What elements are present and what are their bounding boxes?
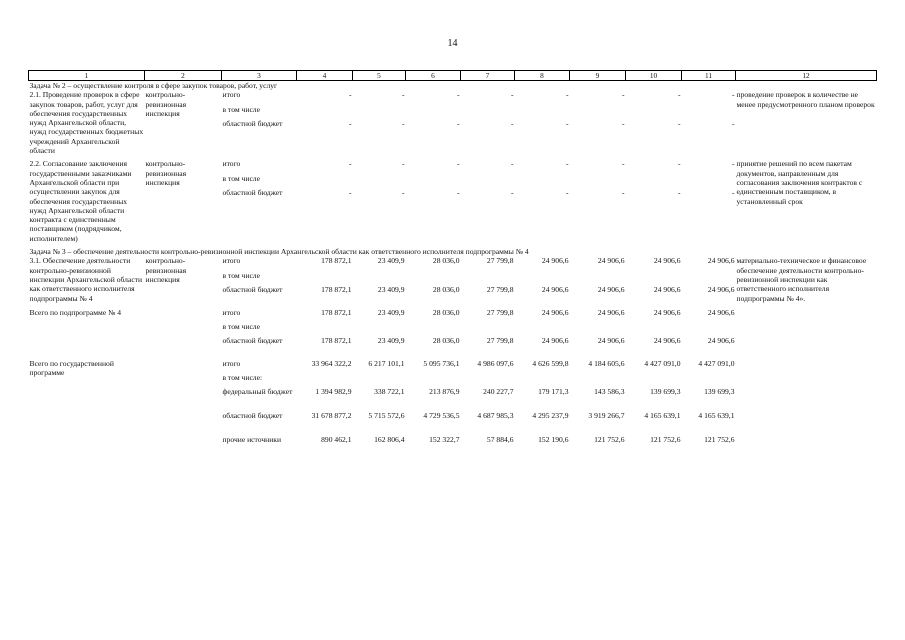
row-result-empty (736, 308, 877, 359)
value-cell: - - (565, 159, 569, 197)
table-row-total-subprogram (29, 308, 877, 359)
value-cell: 4 184 605,6 143 586,3 3 919 266,7 121 752,6 (588, 358, 625, 444)
value-cell: 178 872,1 178 872,1 (321, 256, 352, 294)
row-executor: контрольно-ревизионная инспекция (145, 159, 187, 187)
value-cell: 4 626 599,8 179 171,3 4 295 237,9 152 190,6 (532, 358, 569, 444)
funding-sources: итого в том числе областной бюджет (222, 159, 283, 197)
row-executor: контрольно-ревизионная инспекция (145, 256, 187, 284)
value-cell: 24 906,6 24 906,6 (541, 256, 569, 294)
table-row-3-1 (29, 256, 877, 307)
value-cell: - - (456, 90, 460, 128)
value-cell: 4 427 091,0 139 699,3 4 165 639,1 121 752,6 (644, 358, 681, 444)
table-row-2-1 (29, 90, 877, 159)
value-cell: - - (621, 90, 625, 128)
page-number: 14 (447, 38, 458, 49)
value-cell: 178 872,1 178 872,1 (321, 307, 352, 346)
value-cell: - - (456, 159, 460, 197)
value-cell: 28 036,0 28 036,0 (432, 307, 460, 346)
value-cell: 24 906,6 24 906,6 (541, 307, 569, 346)
value-cell: 24 906,6 24 906,6 (653, 307, 681, 346)
value-cell: 28 036,0 28 036,0 (432, 256, 460, 294)
table-row-2-2 (29, 159, 877, 247)
value-cell: 4 986 097,6 240 227,7 4 687 985,3 57 884,6 (477, 358, 514, 444)
column-number: 11 (682, 71, 736, 81)
value-cell: - - (348, 90, 352, 128)
value-cell: 6 217 101,1 338 722,1 5 715 572,6 162 806,4 (368, 358, 405, 444)
funding-sources: итого в том числе областной бюджет (222, 90, 283, 128)
column-number: 7 (461, 71, 515, 81)
value-cell: 23 409,9 23 409,9 (377, 307, 405, 346)
row-executor: контрольно-ревизионная инспекция (145, 90, 187, 118)
value-cell: 4 427 091,0 139 699,3 4 165 639,1 121 752,6 (698, 358, 735, 444)
value-cell: - - (401, 159, 405, 197)
row-name: 2.2. Согласование заключения государственными заказчиками Архангельской области при осуществлении закупок для обеспечения государственных нужд Архангельской области контракта с единственным поставщиком (подрядчиком, исполнителем) (29, 159, 132, 243)
row-result: материально-техническое и финансовое обеспечение деятельности контрольно-ревизионной инспекции как ответственного исполнителя подпрограммы № 4». (736, 256, 867, 303)
value-cell: 24 906,6 24 906,6 (707, 307, 735, 346)
value-cell: 24 906,6 24 906,6 (597, 307, 625, 346)
column-number: 12 (736, 71, 877, 81)
row-executor-empty (145, 359, 222, 453)
column-number: 5 (353, 71, 406, 81)
value-cell: 24 906,6 24 906,6 (597, 256, 625, 294)
column-number: 8 (515, 71, 570, 81)
column-number: 3 (222, 71, 297, 81)
column-number: 10 (626, 71, 682, 81)
column-number: 2 (145, 71, 222, 81)
value-cell: - - (677, 159, 681, 197)
value-cell: - - (348, 159, 352, 197)
section-heading-task-2: Задача № 2 – осуществление контроля в сфере закупок товаров, работ, услуг (29, 81, 278, 90)
value-cell: 23 409,9 23 409,9 (377, 256, 405, 294)
row-executor-empty (145, 308, 222, 359)
value-cell: 24 906,6 24 906,6 (653, 256, 681, 294)
value-cell: 33 964 322,2 1 394 982,9 31 678 877,2 890 462,1 (311, 358, 352, 444)
funding-sources: итого в том числе областной бюджет (222, 256, 283, 294)
value-cell: - - (510, 159, 514, 197)
column-number: 9 (570, 71, 626, 81)
row-name: 2.1. Проведение проверок в сфере закупок товаров, работ, услуг для обеспечения государственных нужд Архангельской области, нужд государственных бюджетных учреждений Архангельской области (29, 90, 144, 156)
row-result-empty (736, 359, 877, 453)
value-cell: 24 906,6 24 906,6 (707, 256, 735, 294)
value-cell: - - (621, 159, 625, 197)
value-cell: 27 799,8 27 799,8 (486, 307, 514, 346)
column-number: 4 (297, 71, 353, 81)
funding-sources: итого в том числе: федеральный бюджет областной бюджет прочие источники (222, 358, 293, 444)
row-result: принятие решений по всем пакетам документов, направленным для согласования заключения контрактов с единственным поставщиком, в установленный срок (736, 159, 863, 206)
value-cell: - - (731, 90, 735, 128)
row-result: проведение проверок в количестве не менее предусмотренного планом проверок (736, 90, 875, 109)
row-name: 3.1. Обеспечение деятельности контрольно-ревизионной инспекции Архангельской области как ответственного исполнителя подпрограммы № 4 (29, 256, 143, 303)
value-cell: - - (731, 159, 735, 197)
program-table (28, 70, 877, 453)
table-row-total-program (29, 359, 877, 453)
value-cell: - - (565, 90, 569, 128)
value-cell: - - (401, 90, 405, 128)
value-cell: - - (510, 90, 514, 128)
value-cell: - - (677, 90, 681, 128)
column-number: 1 (29, 71, 145, 81)
funding-sources: итого в том числе областной бюджет (222, 307, 283, 346)
section-heading-task-3: Задача № 3 – обеспечение деятельности контрольно-ревизионной инспекции Архангельской области как ответственного исполнителя подпрограммы № 4 (29, 247, 529, 257)
value-cell: 27 799,8 27 799,8 (486, 256, 514, 294)
column-number-row (29, 71, 877, 81)
column-number: 6 (406, 71, 461, 81)
row-name: Всего по государственной программе (29, 358, 114, 378)
value-cell: 5 095 736,1 213 876,9 4 729 536,5 152 322,7 (423, 358, 460, 444)
row-name: Всего по подпрограмме № 4 (29, 307, 122, 317)
